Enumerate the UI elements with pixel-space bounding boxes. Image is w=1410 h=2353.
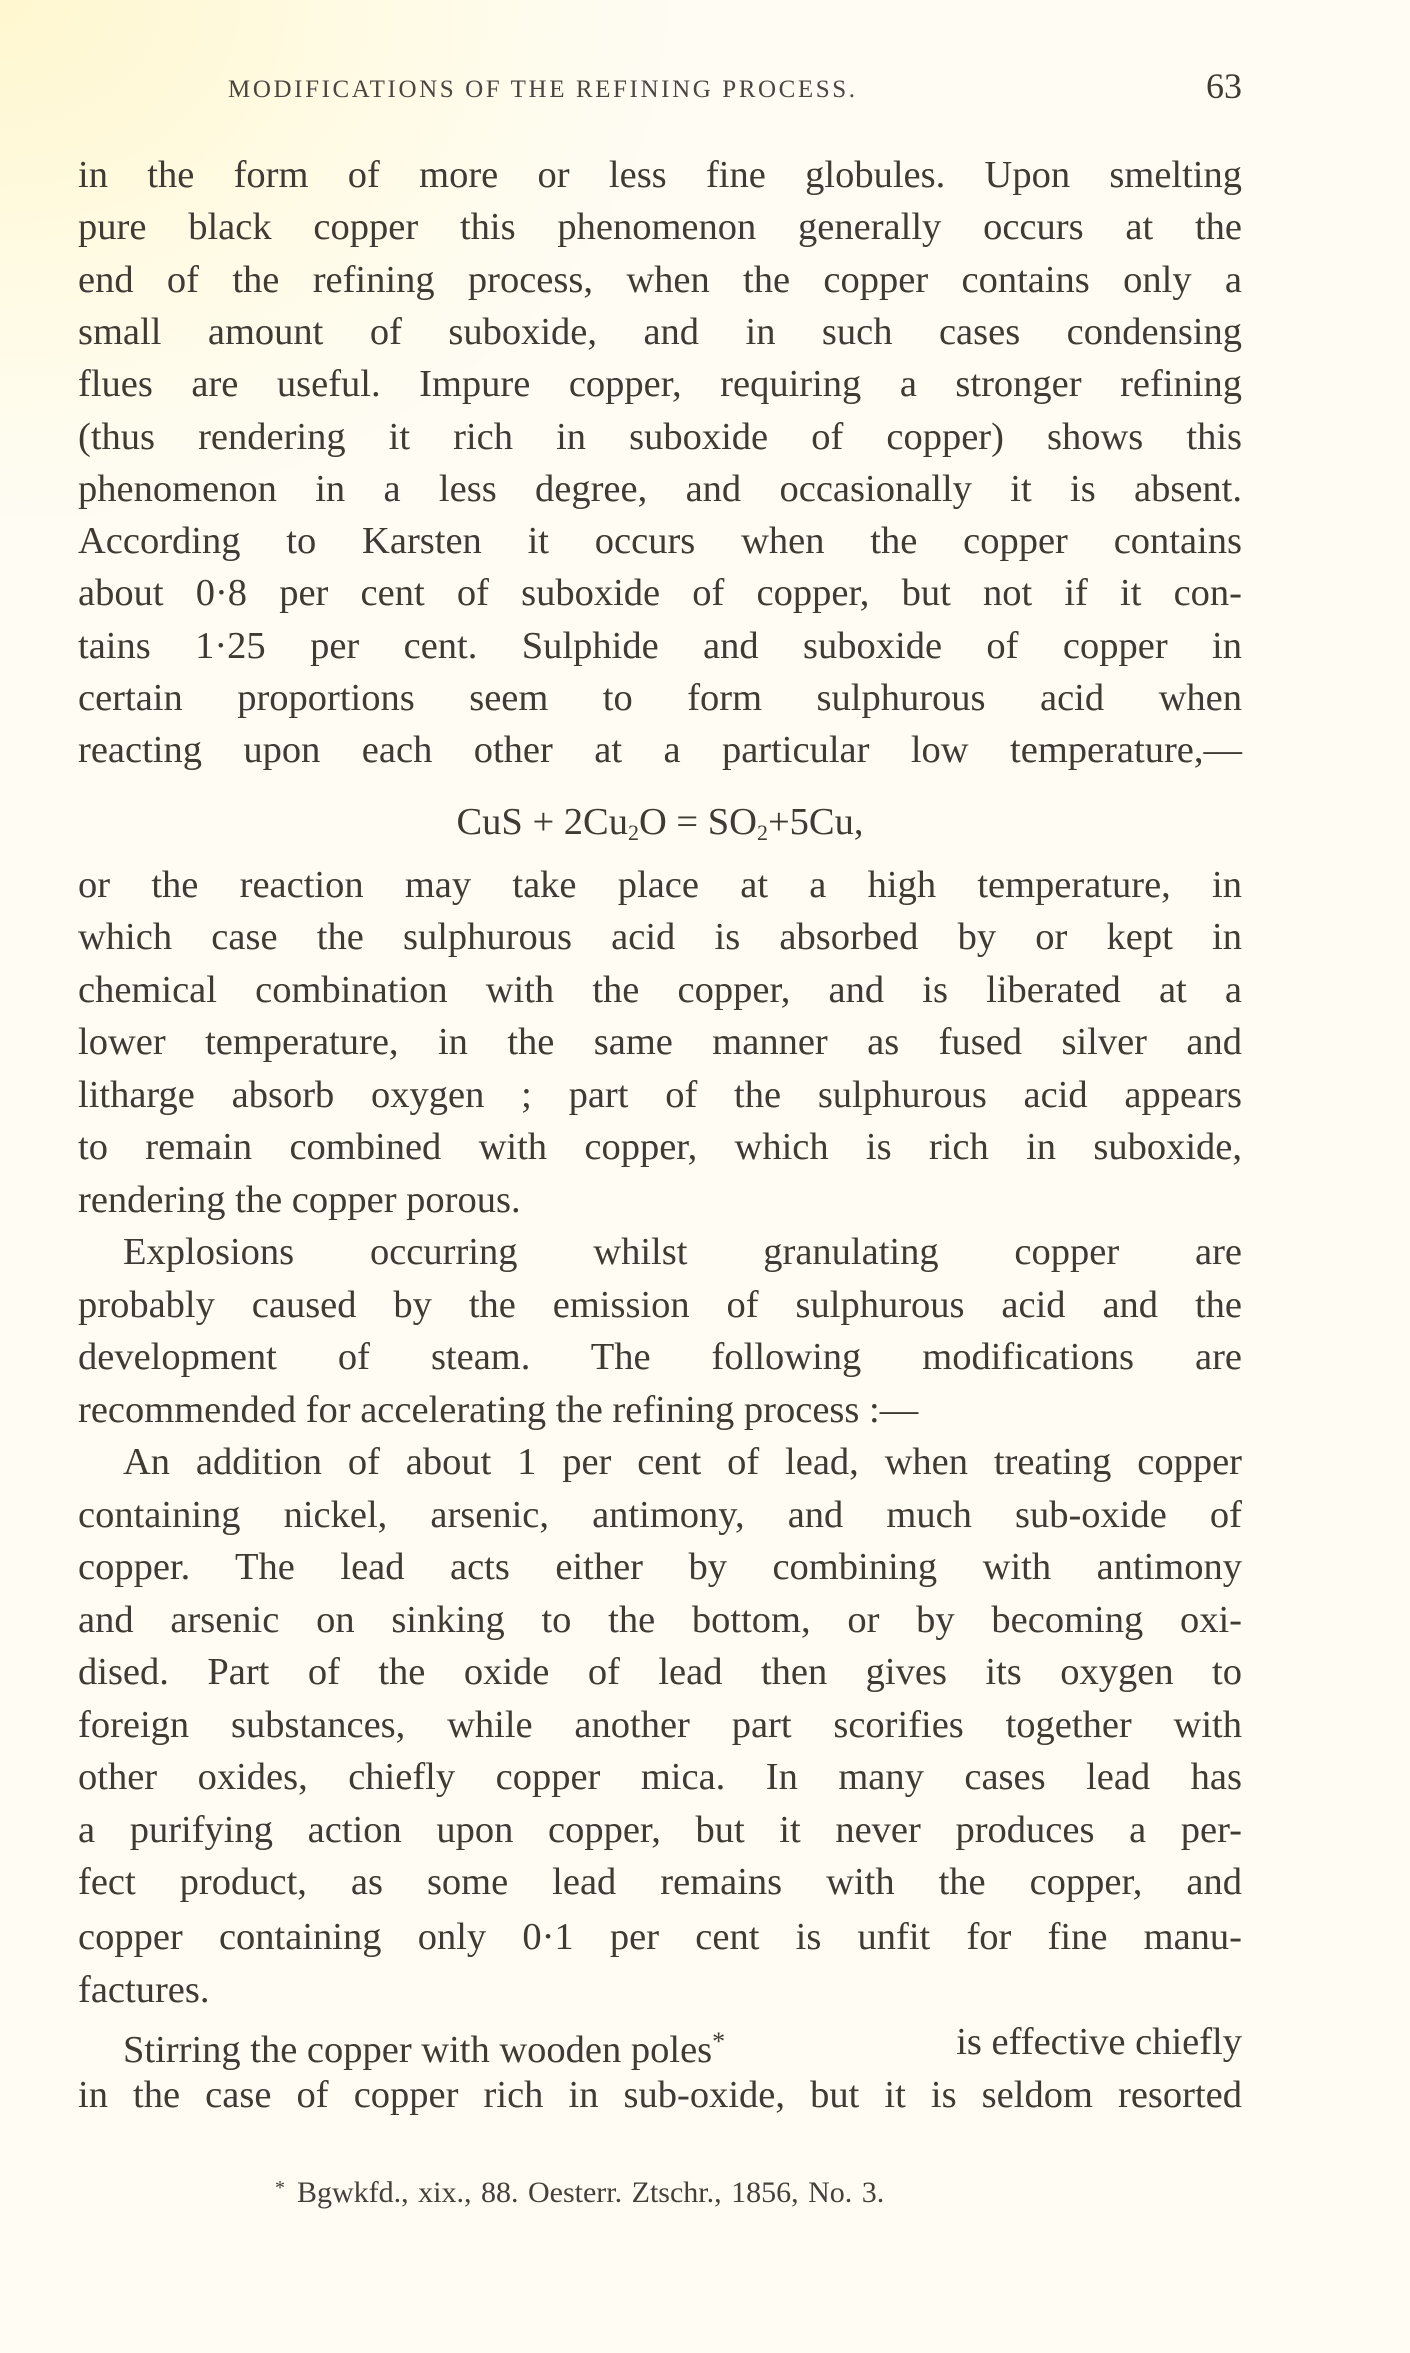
equation-subscript: 2 xyxy=(627,820,639,845)
text-line: copper containing only 0·1 per cent is unfit for fine manu- xyxy=(78,1916,1242,1958)
text-line: about 0·8 per cent of suboxide of copper, but not if it con- xyxy=(78,572,1242,614)
footnote xyxy=(275,2168,1035,2208)
text-line: An addition of about 1 per cent of lead, when treating copper xyxy=(123,1441,1242,1483)
text-line: Explosions occurring whilst granulating copper are xyxy=(123,1231,1242,1273)
text-line: foreign substances, while another part scorifies together with xyxy=(78,1704,1242,1746)
text-line: end of the refining process, when the copper contains only a xyxy=(78,259,1242,301)
text-segment xyxy=(123,2016,726,2071)
text-line: small amount of suboxide, and in such cases condensing xyxy=(78,311,1242,353)
footnote-reference[interactable]: * xyxy=(712,2027,726,2056)
text-line: phenomenon in a less degree, and occasionally it is absent. xyxy=(78,468,1242,510)
text-line: a purifying action upon copper, but it never produces a per- xyxy=(78,1809,1242,1851)
text-line: which case the sulphurous acid is absorbed by or kept in xyxy=(78,916,1242,958)
text-line: fect product, as some lead remains with the copper, and xyxy=(78,1861,1242,1903)
text-line: development of steam. The following modifications are xyxy=(78,1336,1242,1378)
text-line: recommended for accelerating the refining process :— xyxy=(78,1389,919,1431)
text-line: lower temperature, in the same manner as fused silver and xyxy=(78,1021,1242,1063)
text-line: rendering the copper porous. xyxy=(78,1179,521,1221)
text-line: probably caused by the emission of sulphurous acid and the xyxy=(78,1284,1242,1326)
text-line: chemical combination with the copper, and is liberated at a xyxy=(78,969,1242,1011)
page-number: 63 xyxy=(1206,66,1242,106)
text-line: litharge absorb oxygen ; part of the sulphurous acid appears xyxy=(78,1074,1242,1116)
equation-subscript: 2 xyxy=(756,820,768,845)
equation-part: O = SO xyxy=(638,801,757,843)
text-line: dised. Part of the oxide of lead then gives its oxygen to xyxy=(78,1651,1242,1693)
text-line: certain proportions seem to form sulphurous acid when xyxy=(78,677,1242,719)
equation-content xyxy=(457,796,864,859)
text-line: tains 1·25 per cent. Sulphide and suboxide of copper in xyxy=(78,625,1242,667)
text-line: pure black copper this phenomenon generally occurs at the xyxy=(78,206,1242,248)
text-line: and arsenic on sinking to the bottom, or by becoming oxi- xyxy=(78,1599,1242,1641)
text-line: factures. xyxy=(78,1969,210,2011)
text-line: copper. The lead acts either by combining with antimony xyxy=(78,1546,1242,1588)
footnote-marker: * xyxy=(275,2177,285,2199)
text-line-with-footnote-ref xyxy=(123,2016,1242,2071)
text-line: According to Karsten it occurs when the copper contains xyxy=(78,520,1242,562)
running-title: MODIFICATIONS OF THE REFINING PROCESS. xyxy=(228,76,858,103)
text-segment: is effective chiefly xyxy=(956,2021,1242,2063)
text-segment-main: Stirring the copper with wooden poles xyxy=(123,2029,713,2071)
text-line: in the case of copper rich in sub-oxide, but it is seldom resorted xyxy=(78,2074,1242,2116)
chemical-equation xyxy=(0,796,1410,848)
footnote-text: Bgwkfd., xix., 88. Oesterr. Ztschr., 1856, No. 3. xyxy=(297,2176,885,2209)
text-line: other oxides, chiefly copper mica. In many cases lead has xyxy=(78,1756,1242,1798)
text-line: or the reaction may take place at a high temperature, in xyxy=(78,864,1242,906)
text-line: reacting upon each other at a particular low temperature,— xyxy=(78,729,1242,771)
text-line: containing nickel, arsenic, antimony, and much sub-oxide of xyxy=(78,1494,1242,1536)
text-line: (thus rendering it rich in suboxide of copper) shows this xyxy=(78,416,1242,458)
equation-part: CuS + 2Cu xyxy=(456,801,628,843)
text-line: in the form of more or less fine globules. Upon smelting xyxy=(78,154,1242,196)
text-line: flues are useful. Impure copper, requiring a stronger refining xyxy=(78,363,1242,405)
equation-part: +5Cu, xyxy=(767,801,864,843)
running-head xyxy=(228,66,1242,110)
text-line: to remain combined with copper, which is rich in suboxide, xyxy=(78,1126,1242,1168)
